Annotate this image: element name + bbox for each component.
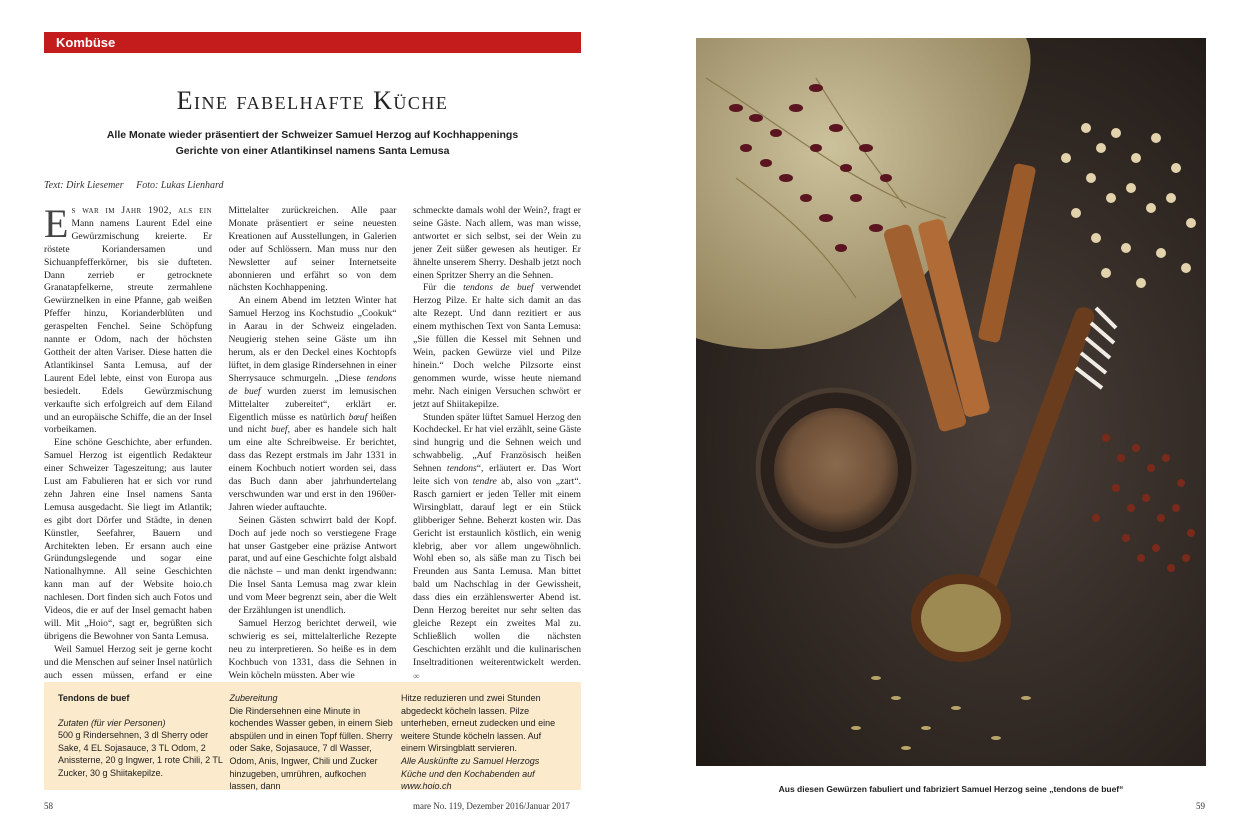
paragraph: schmeckte damals wohl der Wein?, fragt er seine Gäste. Nach allem, was man wisse, antwortet er sich selbst, sei der Wein zu jener Zeit süßer gewesen als heutiger. Er ähnelte unserem Sherry. Deshalb jetzt noch einen Spritzer Sherry an die Sehnen. bbox=[413, 205, 581, 281]
sichuan-peppercorns bbox=[1092, 434, 1195, 572]
recipe-title: Tendons de buef bbox=[58, 693, 130, 703]
spice-bowl bbox=[758, 390, 914, 546]
paragraph: Es war im Jahr 1902, als ein Mann namens Laurent Edel eine Gewürzmischung kreierte. Er röstete Koriandersamen und Sichuanpfefferkörner, bis sie dufteten. Dann zerrieb er getrocknete Granatapfelkerne, streute zermahlene Gewürznelken in eine Pfanne, gab weißen Pfeffer hinzu, Korianderblüten und geraspelten Fenchel. Seine Schöpfung nannte er Odom, nach der höchsten Gottheit der alten Variser. Diese hatten die Atlantikinsel Santa Lemusa, auf der Laurent Edel lebte, einst von Europa aus besiedelt. Edels Gewürzmischung verkaufte sich erfolgreich auf dem Eiland und an europäische Schiffe, die an der Insel vorbeikamen. bbox=[44, 201, 212, 436]
section-label: Kombüse bbox=[44, 32, 581, 53]
preparation-text: Die Rindersehnen eine Minute in kochendes Wasser geben, in einem Sieb abspülen und in einen Topf füllen. Sherry oder Sake, Sojasauce, 7 dl Wasser, Odom, Anis, Ingwer, Chili und Zucker hinzugeben, umrühren, aufkochen lassen, dann bbox=[229, 705, 393, 792]
preparation-label: Zubereitung bbox=[229, 693, 278, 703]
recipe-column-1 bbox=[58, 692, 224, 780]
white-peppercorns bbox=[1061, 123, 1196, 288]
paragraph: An einem Abend im letzten Winter hat Samuel Herzog ins Kochstudio „Cookuk“ in Aarau in der Schweiz eingeladen. Neugierig stehen seine Gäste um ihn herum, als er den Deckel eines Kochtopfs lüftet, in dem glasige Rindersehnen in einer Sherrysauce schmurgeln. „Diese tendons de buef wurden zuerst im lemusischen Mittelalter zubereitet“, erklärt er. Eigentlich müsse es natürlich bœuf heißen und nicht buef, aber es handele sich halt um eine alte Schreibweise. Er berichtet, dass das Rezept erstmals im Jahr 1331 in einem Kochbuch notiert worden sei, dass das Buch dann aber jahrhundertelang verschwunden war und erst in den 1960er-Jahren wieder auftauchte. bbox=[228, 295, 397, 513]
drop-cap: E bbox=[44, 201, 69, 246]
page-number-left: 58 bbox=[44, 801, 53, 811]
article-title: Eine fabelhafte Küche bbox=[176, 86, 449, 115]
body-column-3 bbox=[413, 205, 581, 681]
paragraph: Samuel Herzog berichtet derweil, wie schwierig es sei, mittelalterliche Rezepte neu zu interpretieren. So heiße es in dem Kochbuch von 1331, dass die Sehnen in Wein köcheln müssten. Aber wie bbox=[228, 618, 397, 681]
spices-photo bbox=[696, 38, 1206, 766]
ingredients-text: 500 g Rindersehnen, 3 dl Sherry oder Sake, 4 EL Sojasauce, 3 TL Odom, 2 Anissterne, 20 g Ingwer, 1 rote Chili, 2 TL Zucker, 30 g Shiitakepilze. bbox=[58, 730, 223, 778]
subtitle-line-1: Alle Monate wieder präsentiert der Schweizer Samuel Herzog auf Kochhappenings bbox=[106, 129, 519, 141]
paragraph: Mittelalter zurückreichen. Alle paar Monate präsentiert er seine neuesten Kreationen auf Ausstellungen, in Galerien oder auf Schlössern. Man muss nur den Newsletter auf seiner Internetseite abonnieren und erfährt so von dem nächsten Kochhappening. bbox=[228, 205, 397, 294]
photo-caption: Aus diesen Gewürzen fabuliert und fabriziert Samuel Herzog seine „tendons de buef“ bbox=[778, 784, 1124, 794]
leaf-icon bbox=[696, 38, 1031, 349]
article-subtitle bbox=[44, 127, 581, 159]
article-credits bbox=[44, 180, 234, 191]
recipe-column-2 bbox=[229, 692, 396, 792]
paragraph: Eine schöne Geschichte, aber erfunden. Samuel Herzog ist eigentlich Redakteur einer Schweizer Tageszeitung; aus lauter Lust am Fabulieren hat er sich vor rund zehn Jahren eine Insel namens Santa Lemusa ausgedacht. Sie liegt im Atlantik; es gibt dort Dörfer und Städte, in denen Künstler, Seefahrer, Bauern und Architekten leben. Er ersann auch eine Gründungslegende und sogar eine Nationalhymne. All seine Geschichten kann man auf der Website hoio.ch nachlesen. Dort finden sich auch Fotos und Videos, die er auf der Insel gemacht haben will. Mit „Hoio“, sagt er, begrüßten sich übrigens die Bewohner von Santa Lemusa. bbox=[44, 437, 212, 642]
body-column-2 bbox=[228, 205, 397, 681]
spices-illustration bbox=[696, 38, 1206, 766]
recipe-credit: Alle Auskünfte zu Samuel Herzogs Küche und den Kochabenden auf www.hoio.ch bbox=[401, 755, 540, 792]
credit-text: Text: Dirk Liesemer bbox=[44, 180, 124, 191]
paragraph: Für die tendons de buef verwendet Herzog Pilze. Er halte sich damit an das alte Rezept. Und dann rezitiert er aus einem mythischen Text von Santa Lemusa: „Sie füllen die Kessel mit Sehnen und Wein, packen Gewürze viel und Pilze hinein.“ Doch welche Pilzsorte einst genommen wurde, wisse heute niemand mehr. Nach einigen Versuchen schwört er jetzt auf Shiitakepilze. bbox=[413, 282, 581, 410]
scattered-seeds bbox=[851, 676, 1031, 750]
paragraph: Weil Samuel Herzog seit je gerne kocht und die Menschen auf seiner Insel natürlich auch essen müssen, erfand er eine bbox=[44, 643, 212, 681]
right-page bbox=[625, 0, 1250, 834]
subtitle-line-2: Gerichte von einer Atlantikinsel namens Santa Lemusa bbox=[175, 145, 450, 157]
body-column-1 bbox=[44, 201, 212, 681]
recipe-column-3 bbox=[401, 692, 567, 792]
end-mark-icon: ∞ bbox=[413, 670, 420, 681]
recipe-box bbox=[44, 682, 581, 790]
article-body bbox=[44, 201, 581, 681]
lead-in: s war im Jahr 1902, als ein bbox=[71, 205, 212, 216]
ingredients-label: Zutaten (für vier Personen) bbox=[58, 717, 166, 728]
paragraph: Seinen Gästen schwirrt bald der Kopf. Doch auf jede noch so verstiegene Frage hat unser Gastgeber eine präzise Antwort parat, und auf eine Geschichte folgt alsbald die nächste – und man denkt irgendwann: Die Insel Santa Lemusa mag zwar klein und vom Meer begrenzt sein, aber die Welt der Erzählungen ist unendlich. bbox=[228, 514, 397, 617]
paragraph: Stunden später lüftet Samuel Herzog den Kochdeckel. Er hat viel erzählt, seine Gäste sind hungrig und die Sehnen weich und schwabbelig. „Auf Französisch heißen Sehnen tendons“, erläutert er. Das Wort leite sich von tendre ab, also von „zart“. Rasch garniert er jeden Teller mit einem Wirsingblatt, darauf legt er ein Stück glibberiger Sehne. Beherzt kosten wir. Das Gericht ist erstaunlich köstlich, ein wenig klebrig, aber vor allem ungewöhnlich. Wohl eben so, als säße man zu Tisch bei Freunden aus Santa Lemusa. Man bittet bald um Nachschlag in der Gewissheit, dass dies ein erzählenswerter Abend ist. Denn Herzog bereitet nur sehr selten das gleiche Rezept ein zweites Mal zu. Schließlich wollen die nächsten Geschichten erzählt und die kulinarischen Inseltraditionen weiterentwickelt werden. ∞ bbox=[413, 411, 581, 681]
page-number-right: 59 bbox=[1196, 801, 1205, 811]
preparation-continued: Hitze reduzieren und zwei Stunden abgedeckt köcheln lassen. Pilze unterheben, erneut zudecken und eine weitere Stunde köcheln lassen. Auf einem Wirsingblatt servieren. bbox=[401, 693, 556, 754]
issue-info: mare No. 119, Dezember 2016/Januar 2017 bbox=[413, 801, 570, 811]
credit-photo: Foto: Lukas Lienhard bbox=[136, 180, 224, 191]
